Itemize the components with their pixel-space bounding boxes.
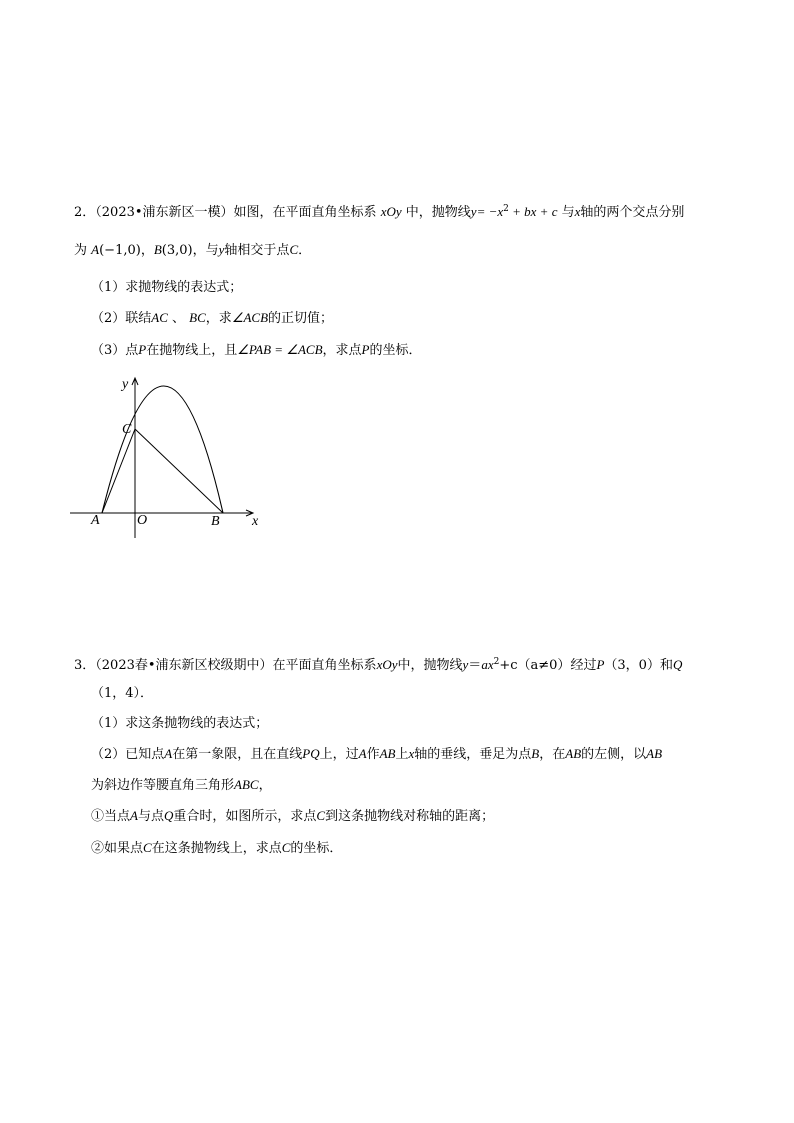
problem-3-sub2	[91, 838, 342, 859]
math-pq: PQ	[302, 746, 320, 761]
text: 作	[366, 747, 380, 762]
text: 的左侧，以	[581, 747, 647, 762]
text: 中，抛物线	[405, 205, 471, 220]
text: 在这条抛物线上，求点	[151, 841, 282, 856]
text: 重合时，如图所示，求点	[173, 809, 317, 824]
text: （2）联结	[91, 311, 152, 326]
math-x: x	[408, 746, 415, 761]
text: 中，抛物线	[397, 658, 463, 673]
math-y: y	[470, 204, 477, 219]
text: 为	[74, 243, 88, 258]
label-x: x	[252, 514, 259, 529]
math-bc: BC	[189, 310, 206, 325]
math-point-c: C	[289, 242, 299, 257]
text: （2）已知点	[91, 747, 165, 762]
problem-3-q2-line-2	[91, 775, 272, 796]
math-ax: ax	[481, 657, 494, 672]
label-y: y	[122, 377, 129, 392]
label-b: B	[211, 514, 220, 529]
problem-source: （2023春•浦东新区校级期中）	[95, 658, 273, 673]
text: 轴的垂线，垂足为点	[414, 747, 532, 762]
math-ab: AB	[646, 746, 663, 761]
text: ①当点	[91, 809, 131, 824]
math-a: A	[130, 808, 138, 823]
problem-number: 3．	[74, 658, 96, 673]
text: ．	[298, 243, 312, 258]
math-condition: （a≠0）	[517, 658, 571, 673]
parabola-figure	[66, 370, 266, 542]
text: 在平面直角坐标系	[272, 658, 377, 673]
label-c: C	[122, 422, 132, 437]
math-coord-system: xOy	[376, 657, 398, 672]
text: 的坐标．	[369, 343, 422, 358]
text: 在第一象限，且在直线	[172, 747, 303, 762]
text: ②如果点	[91, 841, 144, 856]
label-o: O	[137, 513, 148, 528]
label-a: A	[91, 513, 100, 528]
math-b: B	[531, 746, 540, 761]
math-a: A	[164, 746, 173, 761]
segment-ac	[102, 429, 135, 513]
math-exponent: 2	[503, 204, 509, 214]
text: 在抛物线上，且	[146, 343, 238, 358]
math-ab: AB	[379, 746, 396, 761]
problem-2-line-1	[74, 199, 684, 223]
math-c: C	[143, 840, 152, 855]
problem-2-q3	[91, 340, 422, 361]
math-ab: AB	[565, 746, 582, 761]
math-x: x	[574, 204, 581, 219]
text: 、	[167, 311, 190, 326]
text: ，求点	[322, 343, 362, 358]
text: 与点	[137, 809, 164, 824]
problem-3-line-2: （1，4）．	[91, 686, 154, 701]
math-exponent: 2	[493, 657, 500, 667]
problem-3-q1: （1）求这条抛物线的表达式；	[91, 716, 269, 731]
text: 轴相交于点	[224, 243, 290, 258]
math-angle: ∠PAB = ∠ACB	[237, 342, 323, 357]
text: ，与	[192, 243, 219, 258]
text: 轴的两个交点分别	[580, 205, 685, 220]
math-point-b: B	[153, 242, 162, 257]
math-ac: AC	[151, 310, 168, 325]
problem-number: 2．	[74, 205, 96, 220]
text: ，求	[205, 311, 232, 326]
text: 的坐标．	[290, 841, 343, 856]
problem-2-line-2	[74, 240, 311, 261]
math-p: P	[596, 657, 605, 672]
text: ，在	[539, 747, 566, 762]
text: 与	[561, 205, 575, 220]
math-eq: + bx + c	[508, 204, 558, 219]
text: 上	[395, 747, 409, 762]
math-a: A	[358, 746, 367, 761]
problem-2-q2	[91, 308, 333, 329]
math-coord: (3,0)	[161, 243, 193, 258]
text: 上，过	[319, 747, 359, 762]
math-point-a: A	[91, 242, 100, 257]
math-y: y	[462, 657, 469, 672]
text: （3）点	[91, 343, 139, 358]
text: 到这条抛物线对称轴的距离；	[325, 809, 495, 824]
math-abc: ABC	[234, 777, 259, 792]
text: 经过	[570, 658, 597, 673]
text: ，	[140, 243, 154, 258]
text: （3，0）	[604, 658, 660, 673]
text: 的正切值；	[268, 311, 334, 326]
math-c: C	[316, 808, 326, 823]
text: 如图，在平面直角坐标系	[233, 205, 377, 220]
math-c: C	[281, 840, 291, 855]
math-y: y	[218, 242, 225, 257]
text: ，	[258, 778, 272, 793]
math-coord: (−1,0)	[99, 243, 141, 258]
text: ＝	[468, 658, 482, 673]
problem-3-q2-line-1	[91, 744, 662, 765]
math-angle: ∠ACB	[231, 310, 269, 325]
text: 和	[659, 658, 673, 673]
parabola-curve	[102, 386, 223, 513]
math-q: Q	[672, 657, 683, 672]
segment-bc	[135, 429, 223, 513]
problem-3-sub1	[91, 806, 494, 827]
math-eq: = −x	[476, 204, 504, 219]
problem-source: （2023•浦东新区一模）	[95, 205, 234, 220]
problem-3-line-1	[74, 652, 682, 676]
math-p: P	[361, 342, 370, 357]
problem-2-q1: （1）求抛物线的表达式；	[91, 280, 243, 295]
math-q: Q	[163, 808, 174, 823]
math-plus-c: +c	[499, 658, 518, 673]
math-p: P	[138, 342, 147, 357]
math-coord-system: xOy	[380, 204, 402, 219]
text: 为斜边作等腰直角三角形	[91, 778, 235, 793]
